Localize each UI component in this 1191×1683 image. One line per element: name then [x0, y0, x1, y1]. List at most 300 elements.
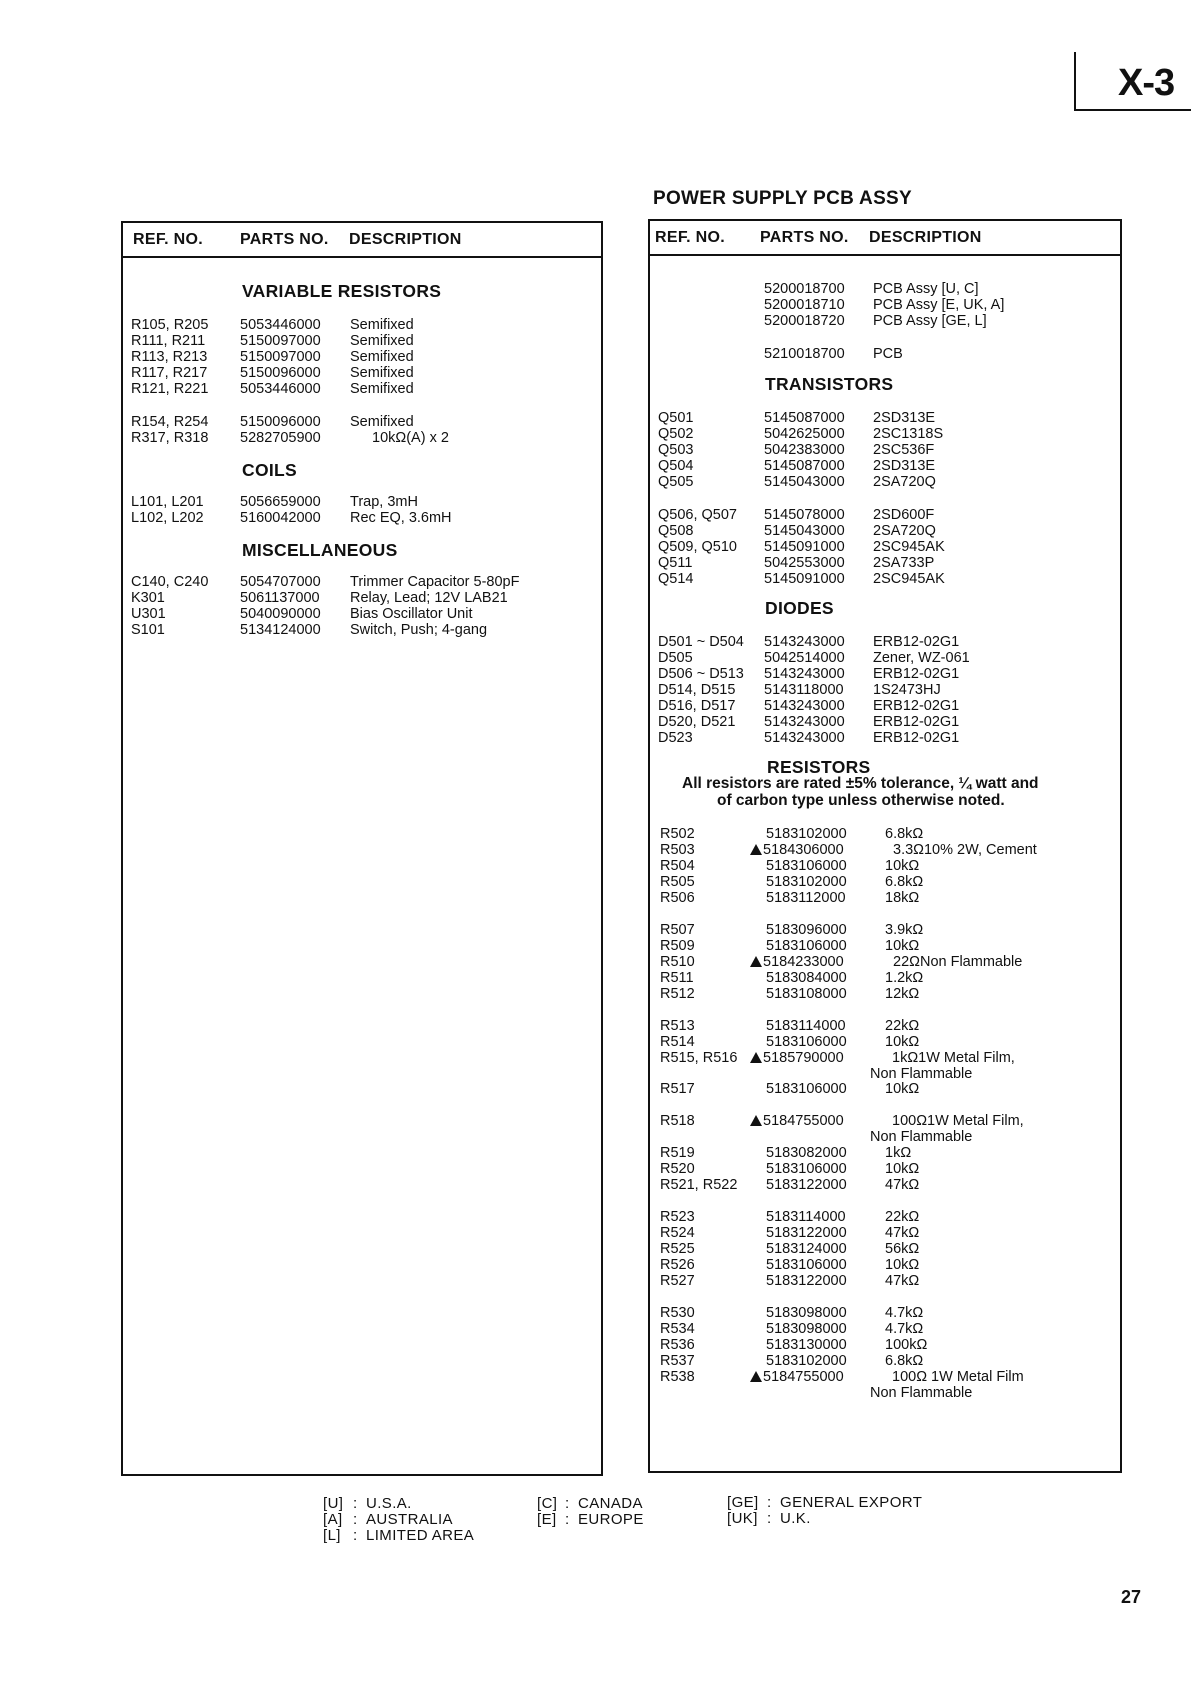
ref-no: D505	[658, 650, 693, 666]
description: 100Ω1W Metal Film,	[892, 1113, 1024, 1129]
part-no: 5150096000	[240, 365, 321, 381]
legend-separator: :	[565, 1511, 570, 1528]
ref-no: D520, D521	[658, 714, 736, 730]
description: Bias Oscillator Unit	[350, 606, 473, 622]
parts-row	[0, 1337, 1191, 1353]
description-continued: Non Flammable	[870, 1129, 973, 1145]
legend-name: AUSTRALIA	[366, 1511, 453, 1528]
ref-no: Q509, Q510	[658, 539, 737, 555]
parts-row	[0, 1241, 1191, 1257]
description: 6.8kΩ	[885, 874, 924, 890]
right-table-header	[650, 221, 1120, 256]
ref-no: K301	[131, 590, 165, 606]
legend-code: [L]	[323, 1527, 341, 1544]
part-no: 5054707000	[240, 574, 321, 590]
section-title-transistors: TRANSISTORS	[765, 374, 894, 394]
parts-row-continued	[0, 1385, 1191, 1401]
description: 2SA720Q	[873, 474, 936, 490]
part-no	[766, 1225, 847, 1241]
description: 18kΩ	[885, 890, 920, 906]
legend-separator: :	[353, 1495, 358, 1512]
ref-no: C140, C240	[131, 574, 209, 590]
ref-no: R523	[660, 1209, 695, 1225]
assy-row	[0, 313, 1191, 329]
safety-warning-icon	[750, 956, 762, 967]
legend-separator: :	[353, 1527, 358, 1544]
parts-row	[0, 714, 1191, 730]
parts-row	[0, 507, 1191, 523]
description: 1kΩ1W Metal Film,	[892, 1050, 1015, 1066]
parts-row	[0, 1305, 1191, 1321]
part-no: 5200018700	[764, 281, 845, 297]
parts-row-continued	[0, 1066, 1191, 1082]
parts-row	[0, 1209, 1191, 1225]
part-no-text: 5183114000	[766, 1018, 846, 1034]
ref-no: Q511	[658, 555, 693, 571]
part-no	[766, 1305, 847, 1321]
ref-no: R317, R318	[131, 430, 209, 446]
part-no: 5040090000	[240, 606, 321, 622]
parts-row	[0, 1034, 1191, 1050]
parts-row	[0, 1113, 1191, 1129]
part-no	[766, 1241, 847, 1257]
header-ref: REF. NO.	[655, 229, 725, 246]
ref-no: S101	[131, 622, 165, 638]
ref-no: U301	[131, 606, 166, 622]
ref-no: R534	[660, 1321, 695, 1337]
parts-row	[0, 986, 1191, 1002]
part-no-text: 5184306000	[763, 842, 844, 858]
ref-no: Q505	[658, 474, 694, 490]
part-no	[766, 938, 847, 954]
parts-row	[0, 1353, 1191, 1369]
value: 10kΩ(A) x 2	[372, 430, 449, 446]
part-no	[750, 1369, 844, 1385]
part-no-text: 5183108000	[766, 986, 847, 1002]
ref-no: R514	[660, 1034, 695, 1050]
part-no-text: 5183106000	[766, 1161, 847, 1177]
legend-separator: :	[353, 1511, 358, 1528]
ref-no: R111, R211	[131, 333, 206, 349]
part-no: 5145091000	[764, 539, 845, 555]
parts-row	[0, 698, 1191, 714]
ref-no: R509	[660, 938, 695, 954]
parts-row	[0, 365, 600, 381]
part-no	[750, 954, 844, 970]
part-no: 5143118000	[764, 682, 844, 698]
section-title-variable_resistors: VARIABLE RESISTORS	[242, 281, 442, 301]
part-no: 5145078000	[764, 507, 845, 523]
parts-row	[0, 1225, 1191, 1241]
parts-row	[0, 730, 1191, 746]
parts-row	[0, 1321, 1191, 1337]
part-no: 5150097000	[240, 333, 321, 349]
parts-row	[0, 826, 1191, 842]
description: 100kΩ	[885, 1337, 928, 1353]
part-no	[766, 922, 847, 938]
ref-no: R538	[660, 1369, 695, 1385]
part-no	[766, 1321, 847, 1337]
description: PCB	[873, 346, 903, 362]
ref-no: Q504	[658, 458, 694, 474]
part-no	[766, 874, 847, 890]
section-title-resistors: RESISTORS	[767, 757, 871, 777]
part-no: 5053446000	[240, 317, 321, 333]
legend-code: [C]	[537, 1495, 558, 1512]
ref-no: R502	[660, 826, 695, 842]
part-no-text: 5184755000	[763, 1369, 844, 1385]
safety-warning-icon	[750, 844, 762, 855]
ref-no: R512	[660, 986, 695, 1002]
ref-no: D514, D515	[658, 682, 736, 698]
description: Rec EQ, 3.6mH	[350, 510, 452, 526]
ref-no: R503	[660, 842, 695, 858]
description: 1.2kΩ	[885, 970, 924, 986]
legend-code: [GE]	[727, 1494, 759, 1511]
description: PCB Assy [E, UK, A]	[873, 297, 1005, 313]
ref-no: D501 ~ D504	[658, 634, 744, 650]
description: 2SD313E	[873, 410, 936, 426]
part-no: 5053446000	[240, 381, 321, 397]
part-no-text: 5183102000	[766, 874, 847, 890]
parts-row	[0, 1273, 1191, 1289]
parts-row	[0, 539, 1191, 555]
parts-row	[0, 555, 1191, 571]
legend-separator: :	[767, 1510, 772, 1527]
part-no: 5143243000	[764, 634, 845, 650]
part-no	[766, 1018, 846, 1034]
parts-row	[0, 1161, 1191, 1177]
part-no	[750, 842, 844, 858]
part-no-text: 5183102000	[766, 1353, 847, 1369]
parts-row	[0, 606, 600, 622]
ref-no: R518	[660, 1113, 695, 1129]
parts-row	[0, 1369, 1191, 1385]
part-no-text: 5185790000	[763, 1050, 844, 1066]
ref-no: R504	[660, 858, 695, 874]
part-no: 5143243000	[764, 698, 845, 714]
part-no-text: 5183106000	[766, 938, 847, 954]
description: 2SA733P	[873, 555, 935, 571]
part-no	[750, 1050, 844, 1066]
part-no: 5042514000	[764, 650, 845, 666]
ref-no: R121, R221	[131, 381, 209, 397]
part-no-text: 5183122000	[766, 1225, 847, 1241]
part-no: 5160042000	[240, 510, 321, 526]
ref-no: R524	[660, 1225, 695, 1241]
description: 6.8kΩ	[885, 826, 924, 842]
ref-no: Q508	[658, 523, 694, 539]
part-no	[766, 1353, 847, 1369]
ref-no: R510	[660, 954, 695, 970]
ref-no: Q506, Q507	[658, 507, 737, 523]
description: 47kΩ	[885, 1273, 920, 1289]
part-no-text: 5183098000	[766, 1321, 847, 1337]
legend-name: LIMITED AREA	[366, 1527, 475, 1544]
description: 12kΩ	[885, 986, 920, 1002]
part-no-text: 5183106000	[766, 858, 847, 874]
parts-row	[0, 410, 1191, 426]
ref-no: R513	[660, 1018, 695, 1034]
assy-row	[0, 297, 1191, 313]
ref-no: D523	[658, 730, 693, 746]
part-no: 5143243000	[764, 730, 845, 746]
ref-no: R527	[660, 1273, 695, 1289]
part-no-text: 5183122000	[766, 1177, 847, 1193]
left-table-header	[123, 223, 601, 258]
ref-no: R530	[660, 1305, 695, 1321]
part-no-text: 5183124000	[766, 1241, 847, 1257]
description: 2SD313E	[873, 458, 936, 474]
part-no-text: 5183106000	[766, 1257, 847, 1273]
ref-no: R105, R205	[131, 317, 209, 333]
part-no: 5145043000	[764, 523, 845, 539]
ref-no: R525	[660, 1241, 695, 1257]
ref-no: R519	[660, 1145, 695, 1161]
parts-row	[0, 890, 1191, 906]
ref-no: R537	[660, 1353, 695, 1369]
part-no: 5150097000	[240, 349, 321, 365]
part-no	[766, 1161, 847, 1177]
description-continued: Non Flammable	[870, 1066, 973, 1082]
description: PCB Assy [U, C]	[873, 281, 979, 297]
description: 3.3Ω10% 2W, Cement	[893, 842, 1037, 858]
parts-row	[0, 682, 1191, 698]
part-no: 5145043000	[764, 474, 845, 490]
description: 10kΩ	[885, 858, 920, 874]
parts-row	[0, 1050, 1191, 1066]
ref-no: R117, R217	[131, 365, 208, 381]
legend-name: GENERAL EXPORT	[780, 1494, 923, 1511]
description: 2SA720Q	[873, 523, 936, 539]
part-no	[766, 1337, 847, 1353]
description: Zener, WZ-061	[873, 650, 970, 666]
description: 22kΩ	[885, 1018, 920, 1034]
ref-no: Q503	[658, 442, 694, 458]
parts-row	[0, 590, 600, 606]
ref-no: R154, R254	[131, 414, 209, 430]
part-no: 5143243000	[764, 666, 845, 682]
ref-no: R521, R522	[660, 1177, 738, 1193]
description: 4.7kΩ	[885, 1321, 924, 1337]
parts-row	[0, 523, 1191, 539]
description: Semifixed	[350, 381, 414, 397]
parts-row	[0, 954, 1191, 970]
header-description: DESCRIPTION	[869, 229, 982, 246]
ref-no: R511	[660, 970, 694, 986]
ref-no: R113, R213	[131, 349, 208, 365]
parts-row	[0, 970, 1191, 986]
parts-row	[0, 1257, 1191, 1273]
header-description: DESCRIPTION	[349, 231, 462, 248]
resistor-note: of carbon type unless otherwise noted.	[717, 792, 1005, 809]
part-no-text: 5184755000	[763, 1113, 844, 1129]
parts-row	[0, 922, 1191, 938]
parts-row	[0, 442, 1191, 458]
description: 2SC536F	[873, 442, 935, 458]
description: 10kΩ	[885, 1257, 920, 1273]
parts-row	[0, 426, 1191, 442]
description: Semifixed	[350, 333, 414, 349]
description: 22kΩ	[885, 1209, 920, 1225]
part-no-text: 5183122000	[766, 1273, 847, 1289]
description: 22ΩNon Flammable	[893, 954, 1023, 970]
part-no: 5282705900	[240, 430, 321, 446]
legend-code: [UK]	[727, 1510, 758, 1527]
part-no	[750, 1113, 844, 1129]
part-no-text: 5184233000	[763, 954, 844, 970]
safety-warning-icon	[750, 1052, 762, 1063]
description: ERB12-02G1	[873, 730, 960, 746]
legend-name: CANADA	[578, 1495, 643, 1512]
section-title-coils: COILS	[242, 460, 297, 480]
ref-no: L102, L202	[131, 510, 204, 526]
ref-no: D506 ~ D513	[658, 666, 744, 682]
part-no	[766, 1273, 847, 1289]
part-no: 5145087000	[764, 458, 845, 474]
ref-no: Q514	[658, 571, 694, 587]
description: 2SC1318S	[873, 426, 944, 442]
part-no	[766, 986, 847, 1002]
ref-no: R506	[660, 890, 695, 906]
description: ERB12-02G1	[873, 666, 960, 682]
legend-code: [A]	[323, 1511, 343, 1528]
header-parts: PARTS NO.	[240, 231, 329, 248]
description: 10kΩ	[885, 1081, 920, 1097]
part-no: 5210018700	[764, 346, 845, 362]
description: 10kΩ	[885, 1034, 920, 1050]
part-no: 5056659000	[240, 494, 321, 510]
description: 1S2473HJ	[873, 682, 941, 698]
description: Trimmer Capacitor 5-80pF	[350, 574, 520, 590]
description: Trap, 3mH	[350, 494, 418, 510]
part-no: 5143243000	[764, 714, 845, 730]
legend-name: U.K.	[780, 1510, 811, 1527]
resistor-note: All resistors are rated ±5% tolerance, ¼ watt and	[682, 775, 1039, 792]
parts-row	[0, 1145, 1191, 1161]
safety-warning-icon	[750, 1371, 762, 1382]
part-no-text: 5183102000	[766, 826, 847, 842]
description: 100Ω 1W Metal Film	[892, 1369, 1024, 1385]
parts-row	[0, 1018, 1191, 1034]
part-no	[766, 1145, 847, 1161]
page-tag	[1074, 52, 1191, 111]
part-no	[766, 890, 846, 906]
parts-row	[0, 571, 1191, 587]
ref-no: L101, L201	[131, 494, 204, 510]
safety-warning-icon	[750, 1115, 762, 1126]
description: Semifixed	[350, 317, 414, 333]
parts-row	[0, 858, 1191, 874]
parts-row	[0, 874, 1191, 890]
description: PCB Assy [GE, L]	[873, 313, 987, 329]
parts-row-continued	[0, 1129, 1191, 1145]
parts-row	[0, 1177, 1191, 1193]
legend-name: U.S.A.	[366, 1495, 412, 1512]
description: ERB12-02G1	[873, 698, 960, 714]
parts-row	[0, 634, 1191, 650]
description: 10kΩ	[885, 938, 920, 954]
parts-row	[0, 474, 1191, 490]
ref-no: R515, R516	[660, 1050, 738, 1066]
section-title-diodes: DIODES	[765, 598, 834, 618]
legend-code: [U]	[323, 1495, 344, 1512]
description: 47kΩ	[885, 1225, 920, 1241]
description: 47kΩ	[885, 1177, 920, 1193]
part-no-text: 5183114000	[766, 1209, 846, 1225]
section-title-misc: MISCELLANEOUS	[242, 540, 398, 560]
ref-no: R536	[660, 1337, 695, 1353]
description: ERB12-02G1	[873, 634, 960, 650]
page-tag-label: X-3	[1118, 62, 1175, 104]
description: 56kΩ	[885, 1241, 920, 1257]
part-no-text: 5183082000	[766, 1145, 847, 1161]
power-supply-title: POWER SUPPLY PCB ASSY	[653, 188, 912, 209]
description: Switch, Push; 4-gang	[350, 622, 488, 638]
parts-row	[0, 842, 1191, 858]
header-parts: PARTS NO.	[760, 229, 849, 246]
parts-row	[0, 938, 1191, 954]
ref-no: R505	[660, 874, 695, 890]
part-no: 5150096000	[240, 414, 321, 430]
description: 2SC945AK	[873, 571, 945, 587]
description: 6.8kΩ	[885, 1353, 924, 1369]
description: Relay, Lead; 12V LAB21	[350, 590, 508, 606]
legend-separator: :	[767, 1494, 772, 1511]
part-no: 5042625000	[764, 426, 845, 442]
description-continued: Non Flammable	[870, 1385, 973, 1401]
ref-no: D516, D517	[658, 698, 736, 714]
ref-no: R526	[660, 1257, 695, 1273]
part-no-text: 5183106000	[766, 1081, 847, 1097]
description: 2SD600F	[873, 507, 935, 523]
page-number: 27	[1121, 1587, 1142, 1607]
assy-row	[0, 346, 1191, 362]
header-ref: REF. NO.	[133, 231, 203, 248]
part-no	[766, 858, 847, 874]
part-no: 5200018720	[764, 313, 845, 329]
description: 10kΩ	[885, 1161, 920, 1177]
part-no	[766, 1177, 847, 1193]
part-no-text: 5183130000	[766, 1337, 847, 1353]
description: Semifixed	[350, 414, 414, 430]
description: 3.9kΩ	[885, 922, 924, 938]
part-no: 5042383000	[764, 442, 845, 458]
part-no-text: 5183098000	[766, 1305, 847, 1321]
legend-separator: :	[565, 1495, 570, 1512]
description: ERB12-02G1	[873, 714, 960, 730]
ref-no: R517	[660, 1081, 695, 1097]
part-no	[766, 1209, 846, 1225]
part-no: 5134124000	[240, 622, 321, 638]
part-no	[766, 1034, 847, 1050]
part-no: 5145087000	[764, 410, 845, 426]
parts-row	[0, 666, 1191, 682]
parts-row	[0, 458, 1191, 474]
part-no	[766, 1081, 847, 1097]
part-no-text: 5183112000	[766, 890, 846, 906]
part-no	[766, 970, 847, 986]
description: 2SC945AK	[873, 539, 945, 555]
assy-row	[0, 281, 1191, 297]
legend-name: EUROPE	[578, 1511, 644, 1528]
part-no	[766, 1257, 847, 1273]
part-no-text: 5183084000	[766, 970, 847, 986]
ref-no: R520	[660, 1161, 695, 1177]
part-no-text: 5183106000	[766, 1034, 847, 1050]
parts-row	[0, 381, 600, 397]
parts-row	[0, 1081, 1191, 1097]
